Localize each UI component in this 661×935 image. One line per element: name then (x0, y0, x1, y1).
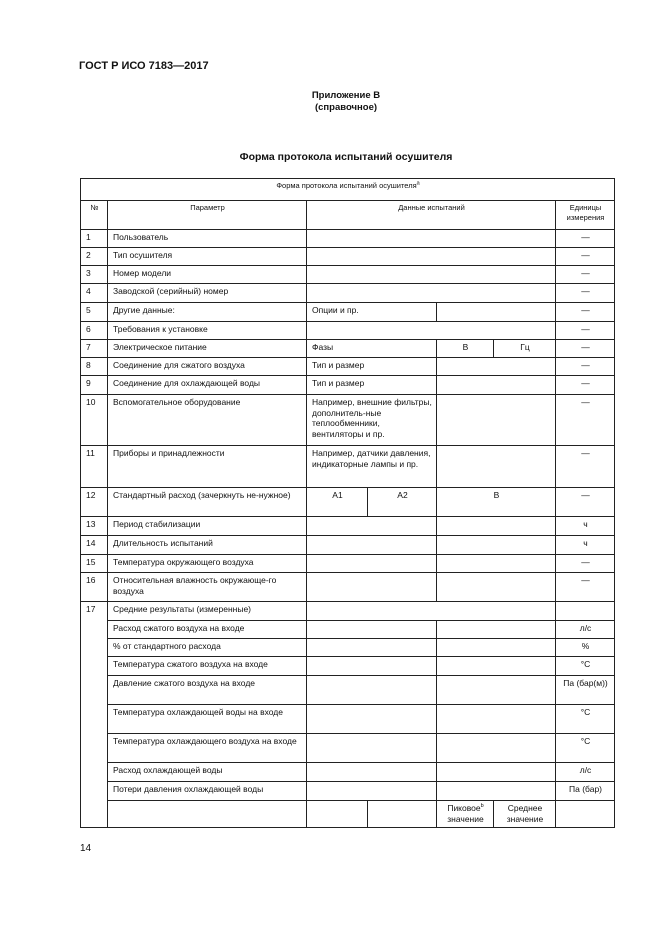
data-cell (437, 555, 556, 573)
row-number: 8 (81, 358, 108, 376)
data-cell (307, 782, 437, 801)
row-number: 14 (81, 536, 108, 555)
subrow-param: Температура сжатого воздуха на входе (108, 657, 307, 676)
data-description: Опции и пр. (307, 303, 437, 322)
row-param: Длительность испытаний (108, 536, 307, 555)
units-dash: — (556, 248, 615, 266)
row-number: 3 (81, 266, 108, 284)
data-cell (437, 639, 556, 657)
empty-cell (368, 801, 437, 828)
table-subrow (81, 705, 615, 734)
data-cell (437, 395, 556, 446)
row-param: Стандартный расход (зачеркнуть не-нужное) (108, 488, 307, 517)
data-phases: Фазы (307, 340, 437, 358)
data-cell (307, 230, 556, 248)
subrow-param: Потери давления охлаждающей воды (108, 782, 307, 801)
units-dash: — (556, 284, 615, 303)
col-header-data: Данные испытаний (307, 201, 556, 230)
data-cell (307, 621, 437, 639)
data-cell (307, 536, 437, 555)
units-cell: % (556, 639, 615, 657)
row-param: Тип осушителя (108, 248, 307, 266)
test-report-table (80, 178, 615, 828)
table-subrow (81, 676, 615, 705)
row-number: 10 (81, 395, 108, 446)
units-cell: Па (бар) (556, 782, 615, 801)
data-cell (307, 248, 556, 266)
table-row (81, 446, 615, 488)
annex-note: (справочное) (314, 102, 378, 113)
units-cell: л/с (556, 621, 615, 639)
data-cell (307, 517, 437, 536)
avg-label-2: значение (506, 813, 544, 824)
row-number: 17 (81, 602, 108, 828)
units-cell: ч (556, 517, 615, 536)
table-subrow (81, 782, 615, 801)
row-param: Заводской (серийный) номер (108, 284, 307, 303)
data-cell (437, 573, 556, 602)
empty-cell (108, 801, 307, 828)
document-code: ГОСТ Р ИСО 7183—2017 (79, 60, 209, 72)
header-row (81, 201, 615, 230)
table-subrow (81, 639, 615, 657)
units-cell: Па (бар(м)) (556, 676, 615, 705)
row-param: Относительная влажность окружающе-го воздуха (108, 573, 307, 602)
empty-cell (556, 801, 615, 828)
row-param: Соединение для охлаждающей воды (108, 376, 307, 395)
table-row (81, 555, 615, 573)
units-cell (556, 602, 615, 621)
row-param: Вспомогательное оборудование (108, 395, 307, 446)
data-hertz: Гц (494, 340, 556, 358)
units-dash: — (556, 376, 615, 395)
units-dash: — (556, 395, 615, 446)
row-number: 15 (81, 555, 108, 573)
units-cell: °С (556, 705, 615, 734)
row-param: Требования к установке (108, 322, 307, 340)
units-cell: °С (556, 734, 615, 763)
data-cell (437, 621, 556, 639)
table-summary-row (81, 801, 615, 828)
row-param: Номер модели (108, 266, 307, 284)
average-value-header (494, 801, 556, 828)
table-row (81, 358, 615, 376)
subrow-param: Давление сжатого воздуха на входе (108, 676, 307, 705)
data-cell (307, 602, 556, 621)
avg-label-1: Среднее (507, 803, 543, 813)
row-param: Средние результаты (измеренные) (108, 602, 307, 621)
data-cell (437, 705, 556, 734)
table-row (81, 517, 615, 536)
units-dash: — (556, 303, 615, 322)
data-description: Например, датчики давления, индикаторные лампы и пр. (307, 446, 437, 488)
units-dash: — (556, 573, 615, 602)
data-cell (437, 303, 556, 322)
table-subrow (81, 657, 615, 676)
table-subrow (81, 621, 615, 639)
data-cell (307, 639, 437, 657)
table-row (81, 284, 615, 303)
units-dash: — (556, 230, 615, 248)
table-subrow (81, 763, 615, 782)
row-param: Температура окружающего воздуха (108, 555, 307, 573)
row-param: Соединение для сжатого воздуха (108, 358, 307, 376)
row-number: 5 (81, 303, 108, 322)
table-subrow (81, 734, 615, 763)
row-number: 2 (81, 248, 108, 266)
data-cell (437, 782, 556, 801)
data-cell (437, 734, 556, 763)
row-param: Период стабилизации (108, 517, 307, 536)
table-row (81, 230, 615, 248)
units-dash: — (556, 488, 615, 517)
subrow-param: % от стандартного расхода (108, 639, 307, 657)
table-row (81, 376, 615, 395)
subrow-param: Температура охлаждающей воды на входе (108, 705, 307, 734)
data-cell (437, 763, 556, 782)
data-description: Например, внешние фильтры, дополнитель-ные теплообменники, вентиляторы и пр. (307, 395, 437, 446)
row-param: Пользователь (108, 230, 307, 248)
peak-label-2: значение (447, 813, 484, 824)
units-cell: л/с (556, 763, 615, 782)
table-row (81, 322, 615, 340)
data-b: В (437, 488, 556, 517)
data-volts: В (437, 340, 494, 358)
row-number: 9 (81, 376, 108, 395)
units-dash: — (556, 446, 615, 488)
table-row (81, 602, 615, 621)
data-a1: А1 (307, 488, 368, 517)
data-description: Тип и размер (307, 376, 437, 395)
annex-heading (0, 90, 661, 114)
page-number: 14 (80, 843, 92, 854)
row-number: 4 (81, 284, 108, 303)
units-cell: °С (556, 657, 615, 676)
data-cell (437, 536, 556, 555)
data-cell (307, 555, 437, 573)
row-param: Другие данные: (108, 303, 307, 322)
data-description: Тип и размер (307, 358, 437, 376)
data-cell (437, 657, 556, 676)
data-cell (307, 734, 437, 763)
data-a2: А2 (368, 488, 437, 517)
units-dash: — (556, 266, 615, 284)
units-dash: — (556, 322, 615, 340)
table-row (81, 340, 615, 358)
annex-title: Приложение В (311, 90, 381, 101)
col-header-no: № (81, 201, 108, 230)
col-header-param: Параметр (108, 201, 307, 230)
row-param: Электрическое питание (108, 340, 307, 358)
units-dash: — (556, 358, 615, 376)
units-dash: — (556, 340, 615, 358)
data-cell (437, 676, 556, 705)
row-param: Приборы и принадлежности (108, 446, 307, 488)
data-cell (437, 446, 556, 488)
table-row (81, 248, 615, 266)
subrow-param: Температура охлаждающего воздуха на входе (108, 734, 307, 763)
empty-cell (307, 801, 368, 828)
subrow-param: Расход сжатого воздуха на входе (108, 621, 307, 639)
table-row (81, 536, 615, 555)
row-number: 6 (81, 322, 108, 340)
row-number: 7 (81, 340, 108, 358)
data-cell (437, 376, 556, 395)
units-cell: ч (556, 536, 615, 555)
data-cell (307, 322, 556, 340)
table-row (81, 303, 615, 322)
peak-label-1: Пиковое (447, 803, 481, 813)
row-number: 1 (81, 230, 108, 248)
units-dash: — (556, 555, 615, 573)
caption-row (81, 179, 615, 201)
data-cell (307, 657, 437, 676)
table-caption: Форма протокола испытаний осушителя$^а$ (81, 179, 615, 201)
footnote-mark-b: b (480, 803, 484, 810)
col-header-units: Единицы измерения (556, 201, 615, 230)
peak-value-header (437, 801, 494, 828)
row-number: 16 (81, 573, 108, 602)
subrow-param: Расход охлаждающей воды (108, 763, 307, 782)
data-cell (437, 358, 556, 376)
footnote-mark-a: а (416, 180, 420, 187)
table-row (81, 395, 615, 446)
data-cell (307, 705, 437, 734)
data-cell (307, 284, 556, 303)
table-row (81, 573, 615, 602)
table-row (81, 488, 615, 517)
row-number: 11 (81, 446, 108, 488)
data-cell (437, 517, 556, 536)
data-cell (307, 763, 437, 782)
table-row (81, 266, 615, 284)
row-number: 13 (81, 517, 108, 536)
data-cell (307, 266, 556, 284)
row-number: 12 (81, 488, 108, 517)
data-cell (307, 573, 437, 602)
form-title: Форма протокола испытаний осушителя (239, 151, 453, 163)
data-cell (307, 676, 437, 705)
